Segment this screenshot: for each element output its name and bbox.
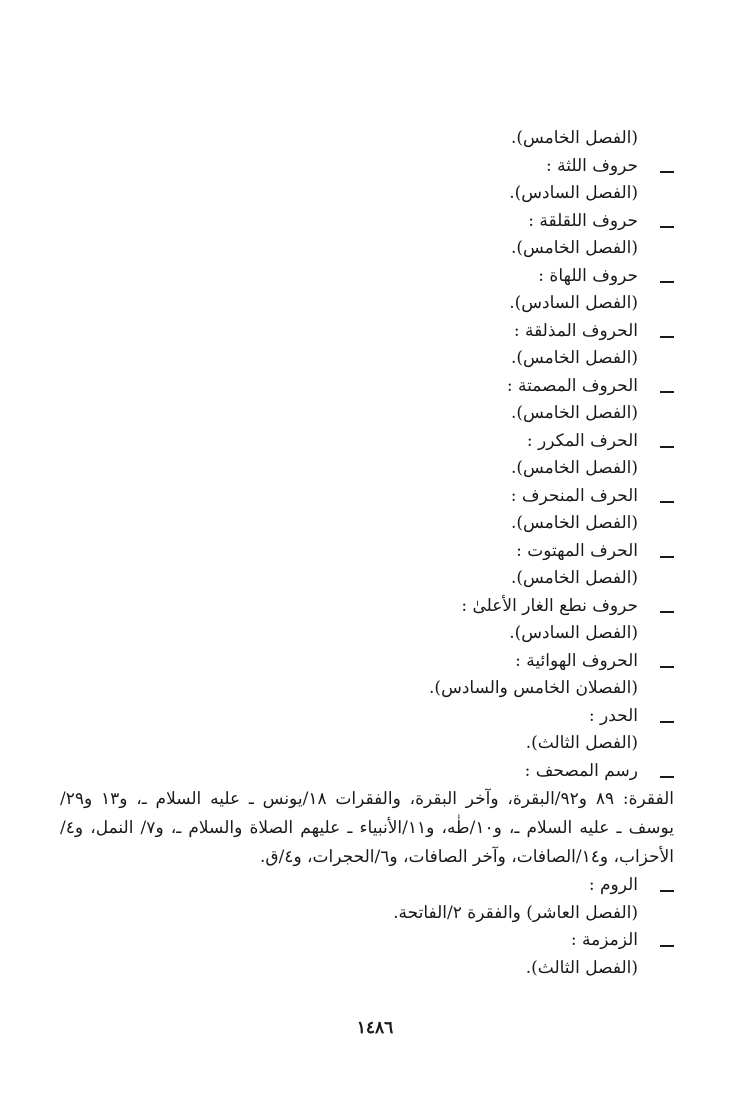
entry-term-text: حروف نطع الغار الأعلىٰ : bbox=[461, 595, 638, 616]
entry-term-text: الحروف المصمتة : bbox=[506, 375, 638, 396]
entry-term bbox=[60, 373, 638, 401]
entry-ref: (الفصل الثالث). bbox=[525, 957, 638, 978]
entry-term bbox=[60, 483, 638, 511]
entry-term-text: الزمزمة : bbox=[570, 930, 638, 950]
dash-marker bbox=[660, 428, 674, 456]
dash-marker bbox=[660, 927, 674, 955]
entry-term bbox=[60, 263, 638, 291]
entry-term bbox=[60, 593, 638, 621]
dash-marker bbox=[660, 318, 674, 346]
entry-ref: (الفصل الثالث). bbox=[525, 733, 638, 753]
entry-term bbox=[60, 538, 638, 566]
dash-marker bbox=[660, 373, 674, 401]
entry-ref: (الفصل الخامس). bbox=[510, 403, 638, 423]
entry-ref: (الفصل الخامس). bbox=[510, 348, 638, 368]
entry-term-text: الحرف المهتوت : bbox=[516, 540, 638, 561]
dash-marker bbox=[660, 872, 674, 900]
entry-term-text: الحدر : bbox=[588, 705, 638, 726]
entry-term bbox=[60, 318, 638, 346]
index-content bbox=[60, 125, 674, 982]
entry-term bbox=[60, 153, 638, 181]
entry-term bbox=[60, 648, 638, 676]
entry-ref: (الفصل الخامس). bbox=[510, 568, 638, 588]
entry-term-text: حروف اللقلقة : bbox=[528, 210, 638, 231]
entry-term bbox=[60, 703, 638, 731]
entry-term-text: الروم : bbox=[588, 875, 638, 895]
dash-marker bbox=[660, 208, 674, 236]
dash-marker bbox=[660, 593, 674, 621]
entry-term-text: الحرف المكرر : bbox=[526, 430, 638, 451]
dash-marker bbox=[660, 648, 674, 676]
entry-ref: (الفصل العاشر) والفقرة ٢/الفاتحة. bbox=[393, 902, 638, 923]
entry-ref: (الفصل الخامس). bbox=[510, 458, 638, 478]
dash-marker bbox=[660, 703, 674, 731]
page-number: ١٤٨٦ bbox=[356, 1018, 394, 1038]
entry-ref: (الفصلان الخامس والسادس). bbox=[429, 678, 638, 698]
entry-ref: (الفصل السادس). bbox=[509, 183, 638, 203]
entry-ref: (الفصل الخامس). bbox=[510, 238, 638, 258]
entry-ref: (الفصل السادس). bbox=[509, 293, 638, 313]
entry-term-text: حروف اللهاة : bbox=[538, 265, 638, 286]
rasm-paragraph: الفقرة: ٨٩ و٩٢/البقرة، وآخر البقرة، والفقرات ١٨/يونس ـ عليه السلام ـ، و١٣ و٢٩/يوسف ـ عليه السلام ـ، و١٠/طٰه، و١١/الأنبياء ـ عليهم الصلاة والسلام ـ، و٧/ النمل، و٤/الأحزاب، و١٤/الصافات، وآخر الصافات، و٦/الحجرات، و٤/ق. bbox=[60, 789, 674, 867]
entry-term bbox=[60, 758, 638, 786]
entry-term-text: رسم المصحف : bbox=[524, 760, 638, 781]
entry-term-text: حروف اللثة : bbox=[545, 155, 638, 176]
dash-marker bbox=[660, 263, 674, 291]
entry-term-text: الحروف المذلقة : bbox=[513, 320, 638, 341]
entry-term-text: الحروف الهوائية : bbox=[515, 650, 638, 671]
entry-ref: (الفصل السادس). bbox=[509, 623, 638, 643]
entry-term bbox=[60, 872, 638, 900]
dash-marker bbox=[660, 538, 674, 566]
entry-ref: (الفصل الخامس). bbox=[510, 513, 638, 533]
entry-ref: (الفصل الخامس). bbox=[510, 128, 638, 148]
dash-marker bbox=[660, 153, 674, 181]
dash-marker bbox=[660, 483, 674, 511]
entry-term-text: الحرف المنحرف : bbox=[510, 485, 638, 506]
entry-term bbox=[60, 927, 638, 955]
entry-term bbox=[60, 208, 638, 236]
dash-marker bbox=[660, 758, 674, 786]
entry-term bbox=[60, 428, 638, 456]
